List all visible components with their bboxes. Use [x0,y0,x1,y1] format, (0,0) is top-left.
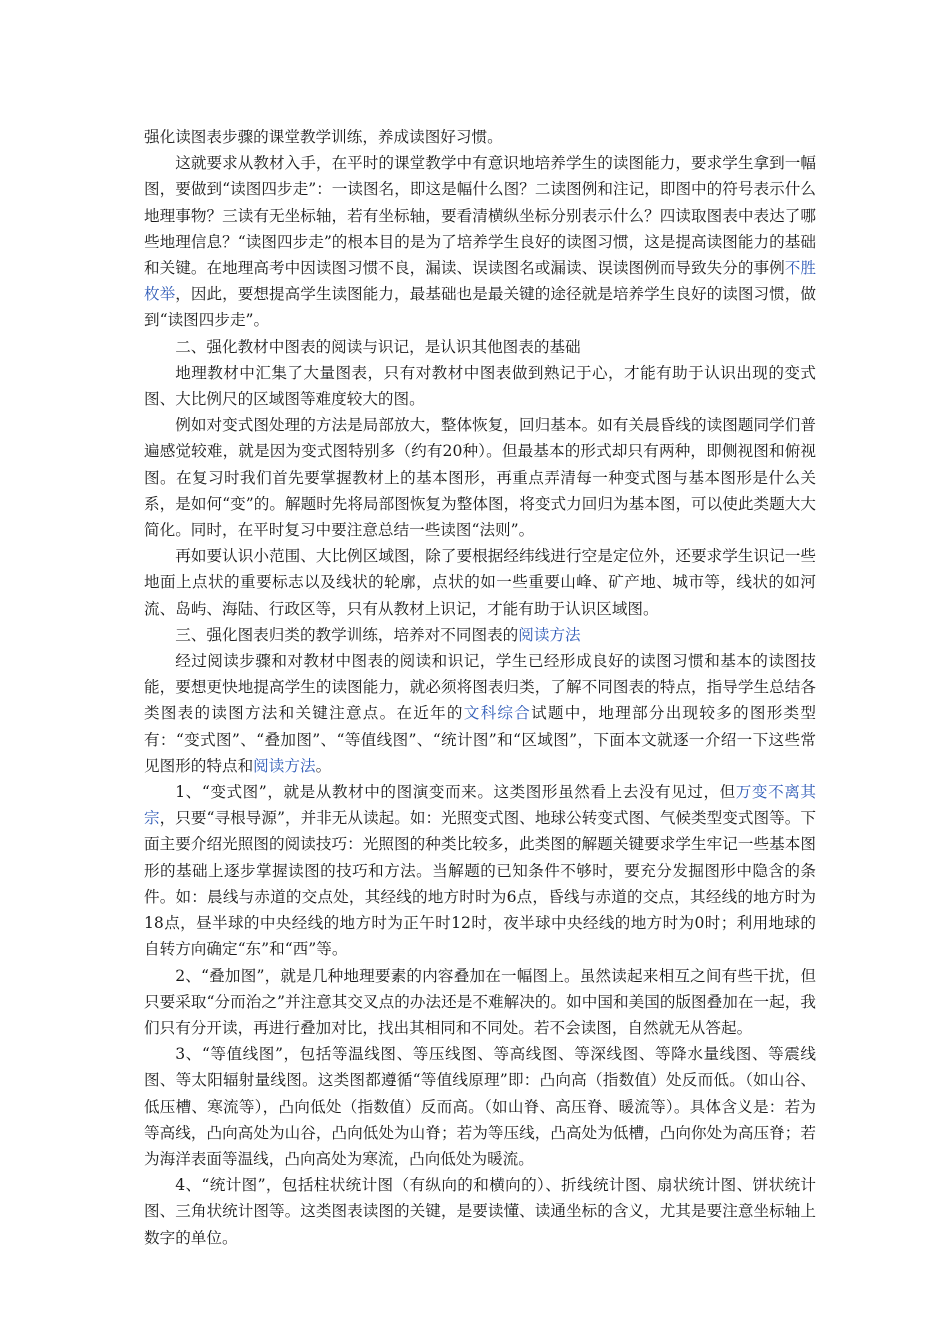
text-link[interactable]: 阅读方法 [253,756,316,775]
paragraph [144,124,816,150]
paragraph-text: 3、“等值线图”，包括等温线图、等压线图、等高线图、等深线图、等降水量线图、等震线图、等太阳辐射量线图。这类图都遵循“等值线原理”即：凸向高（指数值）处反而低。（如山谷、低压槽、寒流等），凸向低处（指数值）反而高。（如山脊、高压脊、暖流等）。具体含义是：若为等高线，凸向高处为山谷，凸向低处为山脊；若为等压线，凸高处为低槽，凸向你处为高压脊；若为海洋表面等温线，凸向高处为寒流，凸向低处为暖流。 [144,1045,816,1168]
paragraph [144,622,816,648]
text-link[interactable]: 文科综合 [463,704,532,723]
paragraph-text: ，只要“寻根导源”，并非无从读起。如：光照变式图、地球公转变式图、气候类型变式图等。下面主要介绍光照图的阅读技巧：光照图的种类比较多，此类图的解题关键要求学生牢记一些基本图形的基础上逐步掌握读图的技巧和方法。当解题的已知条件不够时，要充分发掘图形中隐含的条件。如：晨线与赤道的交点处，其经线的地方时时为6点，昏线与赤道的交点，其经线的地方时为18点，昼半球的中央经线的地方时为正午时12时，夜半球中央经线的地方时为0时；利用地球的自转方向确定“东”和“西”等。 [144,809,816,959]
paragraph [144,1172,816,1251]
paragraph-text: 二、强化教材中图表的阅读与识记，是认识其他图表的基础 [175,337,581,356]
paragraph [144,412,816,543]
paragraph [144,1041,816,1172]
paragraph-text: 这就要求从教材入手，在平时的课堂教学中有意识地培养学生的读图能力，要求学生拿到一幅图，要做到“读图四步走”：一读图名，即这是幅什么图？二读图例和注记，即图中的符号表示什么地理事物？三读有无坐标轴，若有坐标轴，要看清横纵坐标分别表示什么？四读取图表中表达了哪些地理信息？“读图四步走”的根本目的是为了培养学生良好的读图习惯，这是提高读图能力的基础和关键。在地理高考中因读图习惯不良，漏读、误读图名或漏读、误读图例而导致失分的事例 [144,154,816,278]
paragraph-text: 地理教材中汇集了大量图表，只有对教材中图表做到熟记于心，才能有助于认识出现的变式图、大比例尺的区域图等难度较大的图。 [144,363,816,409]
paragraph [144,334,816,360]
document-body [144,124,816,1251]
paragraph-text: 2、“叠加图”，就是几种地理要素的内容叠加在一幅图上。虽然读起来相互之间有些干扰，但只要采取“分而治之”并注意其交叉点的办法还是不难解决的。如中国和美国的版图叠加在一起，我们只有分开读，再进行叠加对比，找出其相同和不同处。若不会读图，自然就无从答起。 [144,966,816,1037]
paragraph [144,648,816,779]
text-link[interactable]: 万变不离其宗 [144,783,816,828]
paragraph-text: 经过阅读步骤和对教材中图表的阅读和识记，学生已经形成良好的读图习惯和基本的读图技能，要想更快地提高学生的读图能力，就必须将图表归类，了解不同图表的特点，指导学生总结各类图表的读图方法和关键注意点。在近年的 [144,652,816,723]
paragraph-text: 1、“变式图”，就是从教材中的图演变而来。这类图形虽然看上去没有见过，但 [175,783,736,802]
text-link[interactable]: 阅读方法 [518,625,581,644]
paragraph-text: ，因此，要想提高学生读图能力，最基础也是最关键的途径就是培养学生良好的读图习惯，做到“读图四步走”。 [144,285,816,330]
paragraph [144,543,816,622]
paragraph [144,963,816,1042]
paragraph-text: 。 [315,756,332,775]
paragraph [144,150,816,333]
paragraph [144,779,816,962]
paragraph-text: 强化读图表步骤的课堂教学训练，养成读图好习惯。 [144,128,503,146]
text-link[interactable]: 不胜枚举 [144,259,816,304]
paragraph [144,360,816,412]
paragraph-text: 4、“统计图”，包括柱状统计图（有纵向的和横向的）、折线统计图、扇状统计图、饼状统计图、三角状统计图等。这类图表读图的关键，是要读懂、读通坐标的含义，尤其是要注意坐标轴上数字的单位。 [144,1176,816,1247]
paragraph-text: 例如对变式图处理的方法是局部放大，整体恢复，回归基本。如有关晨昏线的读图题同学们普遍感觉较难，就是因为变式图特别多（约有20种）。但最基本的形式却只有两种，即侧视图和俯视图。在复习时我们首先要掌握教材上的基本图形，再重点弄清每一种变式图与基本图形是什么关系，是如何“变”的。解题时先将局部图恢复为整体图，将变式力回归为基本图，可以使此类题大大简化。同时，在平时复习中要注意总结一些读图“法则”。 [144,416,816,540]
paragraph-text: 三、强化图表归类的教学训练，培养对不同图表的 [175,625,519,644]
paragraph-text: 试题中，地理部分出现较多的图形类型有：“变式图”、“叠加图”、“等值线图”、“统计图”和“区域图”，下面本文就逐一介绍一下这些常见图形的特点和 [144,704,816,775]
paragraph-text: 再如要认识小范围、大比例区域图，除了要根据经纬线进行空是定位外，还要求学生识记一些地面上点状的重要标志以及线状的轮廓，点状的如一些重要山峰、矿产地、城市等，线状的如河流、岛屿、海陆、行政区等，只有从教材上识记，才能有助于认识区域图。 [144,547,816,618]
